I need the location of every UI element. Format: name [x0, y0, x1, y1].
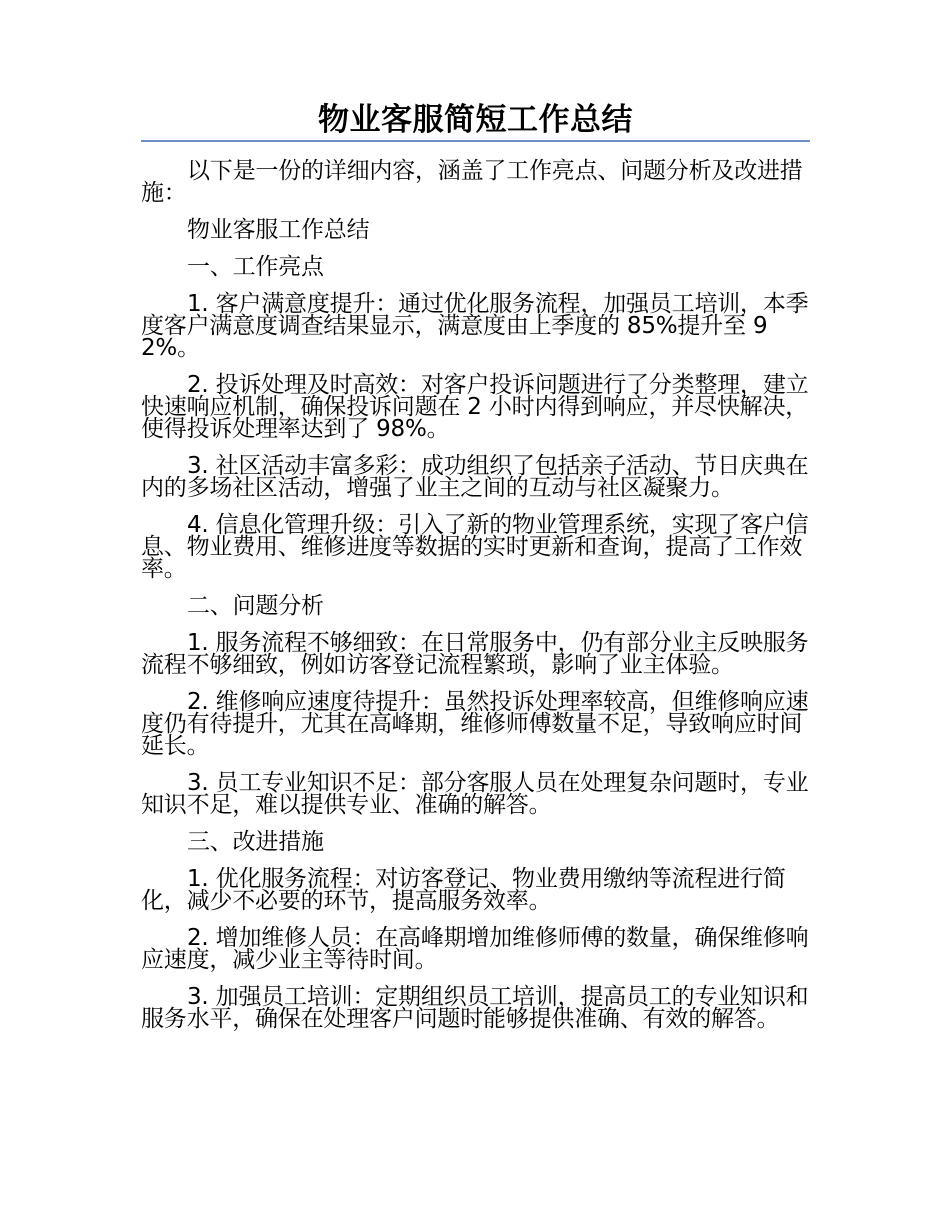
- highlight-item-4: 4. 信息化管理升级：引入了新的物业管理系统，实现了客户信息、物业费用、维修进度等数据的实时更新和查询，提高了工作效率。: [141, 512, 809, 582]
- section-title: 物业客服工作总结: [187, 217, 370, 243]
- improvement-item-1: 1. 优化服务流程：对访客登记、物业费用缴纳等流程进行简化，减少不必要的环节，提高服务效率。: [141, 866, 786, 914]
- document-page: [141, 100, 810, 1045]
- heading-highlights: 一、工作亮点: [187, 254, 324, 280]
- improvement-item-3: 3. 加强员工培训：定期组织员工培训，提高员工的专业知识和服务水平，确保在处理客户问题时能够提供准确、有效的解答。: [141, 984, 809, 1032]
- highlight-item-3: 3. 社区活动丰富多彩：成功组织了包括亲子活动、节日庆典在内的多场社区活动，增强了业主之间的互动与社区凝聚力。: [141, 453, 809, 501]
- problem-item-1: 1. 服务流程不够细致：在日常服务中，仍有部分业主反映服务流程不够细致，例如访客登记流程繁琐，影响了业主体验。: [141, 630, 809, 678]
- title-underline: [141, 140, 810, 142]
- problem-item-3: 3. 员工专业知识不足：部分客服人员在处理复杂问题时，专业知识不足，难以提供专业、准确的解答。: [141, 770, 809, 818]
- heading-improvements: 三、改进措施: [187, 829, 324, 855]
- highlight-item-1: 1. 客户满意度提升：通过优化服务流程，加强员工培训，本季度客户满意度调查结果显示，满意度由上季度的 85%提升至 92%。: [141, 291, 809, 361]
- problem-item-2: 2. 维修响应速度待提升：虽然投诉处理率较高，但维修响应速度仍有待提升，尤其在高峰期，维修师傅数量不足，导致响应时间延长。: [141, 689, 809, 759]
- intro-paragraph: 以下是一份的详细内容，涵盖了工作亮点、问题分析及改进措施：: [141, 158, 803, 206]
- heading-problems: 二、问题分析: [187, 593, 324, 619]
- highlight-item-2: 2. 投诉处理及时高效：对客户投诉问题进行了分类整理，建立快速响应机制，确保投诉问题在 2 小时内得到响应，并尽快解决，使得投诉处理率达到了 98%。: [141, 372, 809, 442]
- document-title: 物业客服简短工作总结: [318, 102, 633, 138]
- improvement-item-2: 2. 增加维修人员：在高峰期增加维修师傅的数量，确保维修响应速度，减少业主等待时间。: [141, 925, 809, 973]
